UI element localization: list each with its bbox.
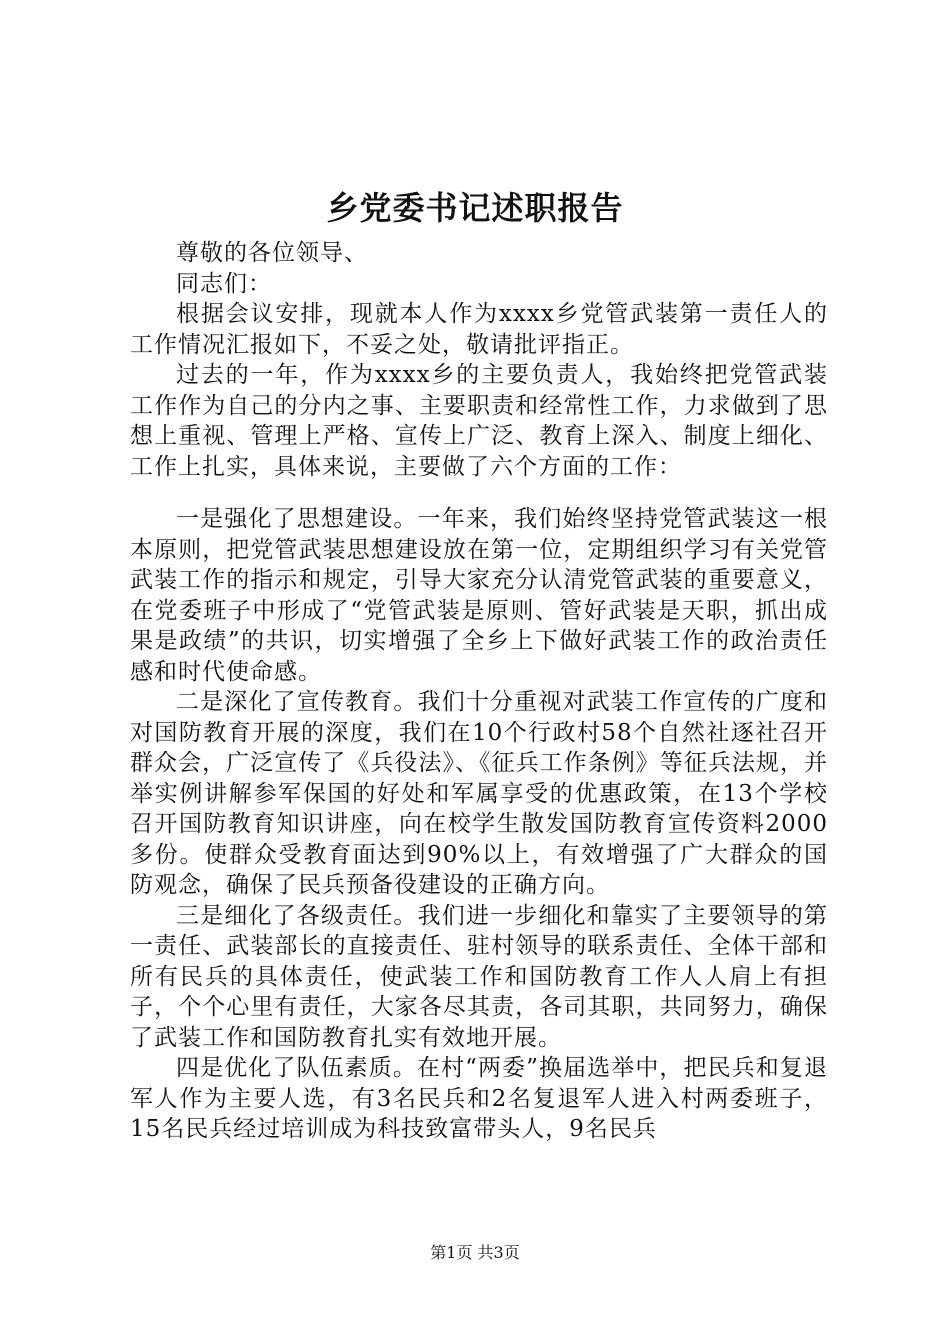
- document-title: 乡党委书记述职报告: [326, 189, 624, 227]
- salutation-line-1: 尊敬的各位领导、: [176, 240, 368, 266]
- paragraph-point-1: 一是强化了思想建设。一年来，我们始终坚持党管武装这一根本原则，把党管武装思想建设放在第一位，定期组织学习有关党管武装工作的指示和规定，引导大家充分认清党管武装的重要意义，在党委班子中形成了“党管武装是原则、管好武装是天职，抓出成果是政绩”的共识，切实增强了全乡上下做好武装工作的政治责任感和时代使命感。: [130, 506, 828, 685]
- salutation-line-2: 同志们：: [176, 270, 272, 297]
- page-footer: 第1页 共3页: [430, 1243, 520, 1262]
- paragraph-intro: 根据会议安排，现就本人作为xxxx乡党管武装第一责任人的工作情况汇报如下，不妥之处，敬请批评指正。: [130, 301, 828, 358]
- paragraph-point-4: 四是优化了队伍素质。在村“两委”换届选举中，把民兵和复退军人作为主要人选，有3名民兵和2名复退军人进入村两委班子，15名民兵经过培训成为科技致富带头人，9名民兵: [130, 1055, 828, 1142]
- paragraph-point-3: 三是细化了各级责任。我们进一步细化和靠实了主要领导的第一责任、武装部长的直接责任、驻村领导的联系责任、全体干部和所有民兵的具体责任，使武装工作和国防教育工作人人肩上有担子，个个心里有责任，大家各尽其责，各司其职，共同努力，确保了武装工作和国防教育扎实有效地开展。: [130, 902, 828, 1051]
- paragraph-point-2: 二是深化了宣传教育。我们十分重视对武装工作宣传的广度和对国防教育开展的深度，我们在10个行政村58个自然社逐社召开群众会，广泛宣传了《兵役法》、《征兵工作条例》等征兵法规，并举实例讲解参军保国的好处和军属享受的优惠政策，在13个学校召开国防教育知识讲座，向在校学生散发国防教育宣传资料2000多份。使群众受教育面达到90%以上，有效增强了广大群众的国防观念，确保了民兵预备役建设的正确方向。: [130, 689, 828, 898]
- document-body: [130, 238, 828, 1145]
- paragraph-overview: 过去的一年，作为xxxx乡的主要负责人，我始终把党管武装工作作为自己的分内之事、主要职责和经常性工作，力求做到了思想上重视、管理上严格、宣传上广泛、教育上深入、制度上细化、工作上扎实，具体来说，主要做了六个方面的工作：: [130, 362, 828, 480]
